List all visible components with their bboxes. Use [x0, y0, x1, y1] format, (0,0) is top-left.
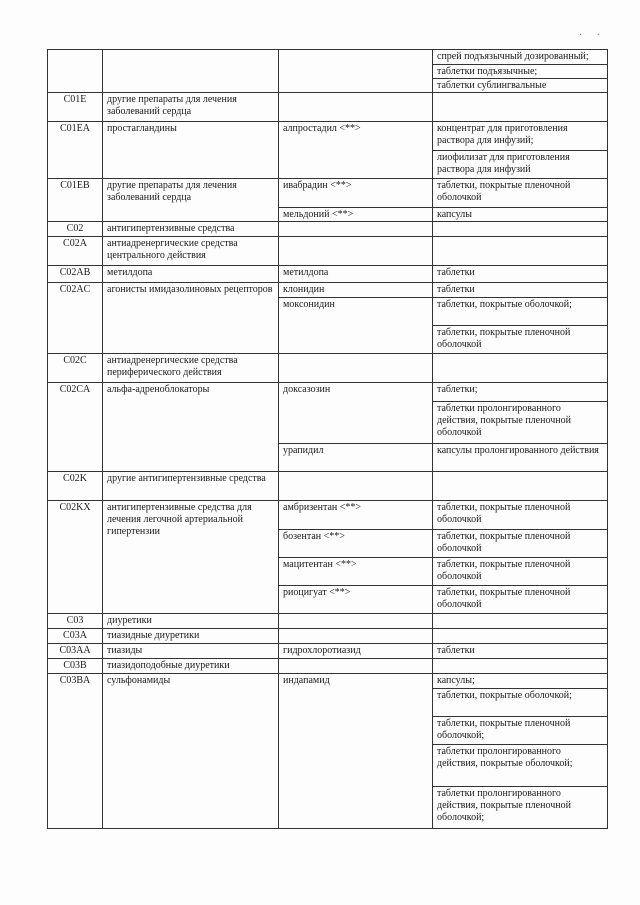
- substance-cell: [279, 472, 433, 501]
- table-row: [48, 614, 608, 629]
- dosage-form: таблетки сублингвальные: [433, 78, 607, 92]
- dosage-form: [433, 614, 607, 628]
- dosage-form-cell: [433, 472, 608, 501]
- table-row: [48, 472, 608, 501]
- dosage-form: таблетки, покрытые пленочной оболочкой: [433, 325, 607, 353]
- atc-code-cell: C01EB: [48, 179, 103, 222]
- atc-code-cell: C02C: [48, 354, 103, 383]
- substance-cell: [279, 354, 433, 383]
- table-row: [48, 674, 608, 829]
- table-row: [48, 179, 608, 222]
- substance-name: амбризентан <**>: [283, 502, 362, 513]
- atc-code-cell: C01EA: [48, 122, 103, 179]
- substance-name: ивабрадин <**>: [283, 180, 352, 191]
- table-row: [48, 50, 608, 93]
- atc-code-cell: C02A: [48, 237, 103, 266]
- dosage-form-cell: [433, 237, 608, 266]
- dosage-form: [433, 222, 607, 236]
- table-row: [48, 644, 608, 659]
- group-name-cell: сульфонамиды: [103, 674, 279, 829]
- atc-code-cell: C03BA: [48, 674, 103, 829]
- atc-code-cell: C02: [48, 222, 103, 237]
- dosage-form: таблетки, покрытые пленочной оболочкой: [437, 180, 571, 203]
- substance-name: [279, 237, 432, 265]
- substance-name: [279, 472, 432, 500]
- substance-cell: [279, 659, 433, 674]
- table-row: [48, 383, 608, 472]
- dosage-form-cell: [433, 383, 608, 472]
- group-name-cell: тиазиды: [103, 644, 279, 659]
- atc-code-cell: C02CA: [48, 383, 103, 472]
- dosage-form-cell: [433, 266, 608, 283]
- substance-cell: [279, 179, 433, 222]
- dosage-form-cell: [433, 222, 608, 237]
- dosage-form-cell: [433, 629, 608, 644]
- dosage-form-cell: [433, 659, 608, 674]
- substance-name: [279, 614, 432, 628]
- table-row: [48, 93, 608, 122]
- dosage-form: [433, 93, 607, 121]
- dosage-form: капсулы пролонгированного действия: [433, 443, 607, 471]
- table-row: [48, 501, 608, 614]
- dosage-form-cell: [433, 644, 608, 659]
- atc-code-cell: C02AC: [48, 283, 103, 354]
- dosage-form: таблетки: [437, 645, 475, 656]
- atc-code-cell: C03B: [48, 659, 103, 674]
- dosage-form: таблетки, покрытые оболочкой;: [433, 688, 607, 716]
- dosage-form: таблетки, покрытые пленочной оболочкой: [433, 585, 607, 613]
- dosage-form: таблетки пролонгированного действия, покрытые пленочной оболочкой;: [433, 786, 607, 828]
- dosage-form: [433, 237, 607, 265]
- substance-name: доксазозин: [283, 384, 331, 395]
- dosage-form: концентрат для приготовления раствора для инфузий;: [437, 123, 568, 146]
- substance-cell: [279, 122, 433, 179]
- substance-name: моксонидин: [279, 297, 432, 353]
- table-row: [48, 659, 608, 674]
- substance-name: риоцигуат <**>: [279, 585, 432, 613]
- atc-code-cell: C01E: [48, 93, 103, 122]
- group-name-cell: тиазидоподобные диуретики: [103, 659, 279, 674]
- substance-name: [279, 354, 432, 382]
- dosage-form: таблетки подъязычные;: [433, 64, 607, 78]
- dosage-form-cell: [433, 122, 608, 179]
- group-name-cell: другие препараты для лечения заболеваний сердца: [103, 179, 279, 222]
- group-name-cell: агонисты имидазолиновых рецепторов: [103, 283, 279, 354]
- substance-name: урапидил: [279, 443, 432, 471]
- table-row: [48, 266, 608, 283]
- dosage-form: капсулы: [433, 207, 607, 221]
- dosage-form-cell: [433, 93, 608, 122]
- substance-cell: [279, 222, 433, 237]
- header-marks: · ·: [578, 30, 606, 41]
- dosage-form: [433, 354, 607, 382]
- substance-name: гидрохлоротиазид: [283, 645, 361, 656]
- dosage-form: лиофилизат для приготовления раствора для инфузий: [433, 150, 607, 178]
- dosage-form: таблетки пролонгированного действия, покрытые оболочкой;: [433, 744, 607, 786]
- substance-name: [279, 222, 432, 236]
- dosage-form: [433, 472, 607, 500]
- substance-name: клонидин: [283, 284, 325, 295]
- substance-name: [279, 93, 432, 121]
- substance-cell: [279, 266, 433, 283]
- dosage-form: таблетки, покрытые пленочной оболочкой: [433, 529, 607, 557]
- dosage-form-cell: [433, 283, 608, 354]
- dosage-form-cell: [433, 501, 608, 614]
- substance-cell: [279, 50, 433, 93]
- atc-code-cell: C03A: [48, 629, 103, 644]
- table-row: [48, 237, 608, 266]
- substance-name: метилдопа: [283, 267, 329, 278]
- substance-name: алпростадил <**>: [283, 123, 361, 134]
- group-name-cell: антиадренергические средства центрального действия: [103, 237, 279, 266]
- group-name-cell: антигипертензивные средства: [103, 222, 279, 237]
- dosage-form-cell: [433, 614, 608, 629]
- table-body: [48, 50, 608, 829]
- table-row: [48, 122, 608, 179]
- dosage-form: [433, 659, 607, 673]
- atc-code-cell: C02K: [48, 472, 103, 501]
- dosage-form-cell: [433, 354, 608, 383]
- dosage-form: [433, 629, 607, 643]
- substance-cell: [279, 283, 433, 354]
- substance-cell: [279, 629, 433, 644]
- atc-code-cell: C02KX: [48, 501, 103, 614]
- substance-name: [279, 629, 432, 643]
- dosage-form: капсулы;: [437, 675, 475, 686]
- dosage-form: таблетки, покрытые пленочной оболочкой: [437, 502, 571, 525]
- dosage-form-cell: [433, 179, 608, 222]
- dosage-form: таблетки, покрытые пленочной оболочкой: [433, 557, 607, 585]
- table-row: [48, 283, 608, 354]
- group-name-cell: [103, 50, 279, 93]
- dosage-form: спрей подъязычный дозированный;: [437, 51, 589, 62]
- table-row: [48, 629, 608, 644]
- table-row: [48, 222, 608, 237]
- substance-name: [279, 659, 432, 673]
- group-name-cell: другие антигипертензивные средства: [103, 472, 279, 501]
- substance-cell: [279, 614, 433, 629]
- group-name-cell: диуретики: [103, 614, 279, 629]
- dosage-form: таблетки пролонгированного действия, покрытые пленочной оболочкой: [433, 401, 607, 443]
- atc-code-cell: C03: [48, 614, 103, 629]
- substance-cell: [279, 644, 433, 659]
- substance-cell: [279, 383, 433, 472]
- dosage-form-cell: [433, 674, 608, 829]
- substance-name: мацитентан <**>: [279, 557, 432, 585]
- substance-cell: [279, 501, 433, 614]
- group-name-cell: другие препараты для лечения заболеваний сердца: [103, 93, 279, 122]
- atc-code-cell: [48, 50, 103, 93]
- dosage-form: таблетки, покрытые оболочкой;: [433, 297, 607, 325]
- dosage-form: таблетки: [437, 284, 475, 295]
- group-name-cell: антигипертензивные средства для лечения легочной артериальной гипертензии: [103, 501, 279, 614]
- substance-name: индапамид: [283, 675, 330, 686]
- drug-table: [47, 49, 608, 829]
- dosage-form: таблетки, покрытые пленочной оболочкой;: [433, 716, 607, 744]
- group-name-cell: альфа-адреноблокаторы: [103, 383, 279, 472]
- atc-code-cell: C02AB: [48, 266, 103, 283]
- group-name-cell: метилдопа: [103, 266, 279, 283]
- substance-cell: [279, 237, 433, 266]
- dosage-form: таблетки;: [437, 384, 478, 395]
- dosage-form-cell: [433, 50, 608, 93]
- substance-cell: [279, 93, 433, 122]
- atc-code-cell: C03AA: [48, 644, 103, 659]
- dosage-form: таблетки: [437, 267, 475, 278]
- substance-name: мельдоний <**>: [279, 207, 432, 221]
- substance-name: [279, 50, 432, 92]
- substance-name: бозентан <**>: [279, 529, 432, 557]
- group-name-cell: тиазидные диуретики: [103, 629, 279, 644]
- group-name-cell: простагландины: [103, 122, 279, 179]
- substance-cell: [279, 674, 433, 829]
- table-row: [48, 354, 608, 383]
- group-name-cell: антиадренергические средства периферического действия: [103, 354, 279, 383]
